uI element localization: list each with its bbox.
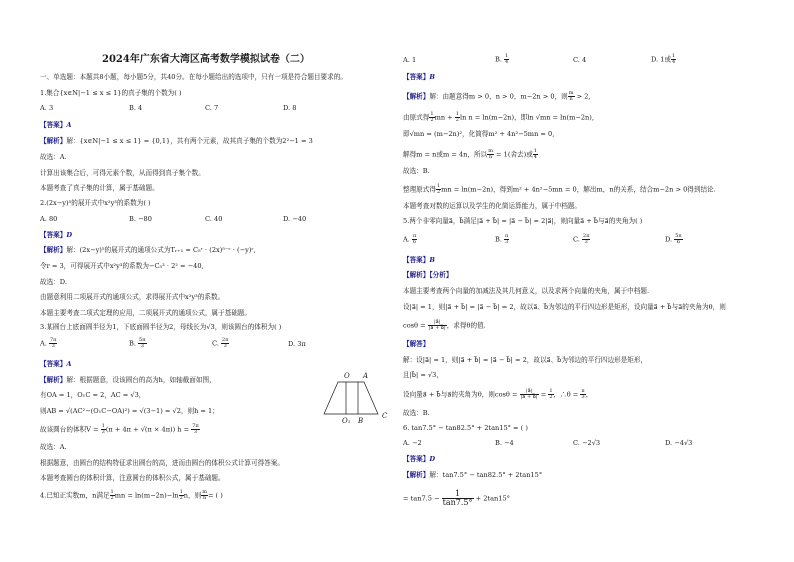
q4-option-d: D. 1或 $\frac{1}{4}$ bbox=[651, 53, 676, 65]
label-c: C bbox=[382, 412, 388, 420]
q6-analysis-2: = tan7.5 − $\frac{1}{\tan 7.5^\circ}$ + 2tan15° bbox=[403, 489, 510, 507]
q2-analysis-2: 令r = 3，可得展开式中x²y³的系数为−C₅³ · 2² = −40, bbox=[40, 262, 204, 270]
q4-analysis-7: 本题考查对数的运算以及学生的化简运算能力，属于中档题。 bbox=[403, 202, 582, 210]
q5-solution-3: 设向量a⃗ + b⃗与a⃗的夹角为θ，则cosθ = $\frac{|a⃗|}{|a⃗ + b⃗|}$ = $\frac{1}{2}$ ，∴θ = $\frac{\pi}{3}$ ， bbox=[403, 388, 593, 400]
section-heading: 一、单选题：本题共8小题，每小题5分，共40分。在每小题给出的选项中，只有一项是符合题目要求的。 bbox=[40, 73, 347, 81]
q4-option-a: A. 1 bbox=[403, 56, 417, 64]
q4-option-b: B. $\frac{1}{4}$ bbox=[495, 53, 509, 65]
q1-answer: 【答案】A bbox=[40, 121, 72, 129]
q2-option-b: B. −80 bbox=[129, 215, 152, 223]
q6-stem: 6. tan7.5° − tan82.5° + 2tan15° = ( ) bbox=[403, 424, 528, 432]
q1-analysis-3: 计算出该集合后，可得元素个数，从而得到真子集个数。 bbox=[40, 169, 205, 177]
paper-title: 2024年广东省大湾区高考数学模拟试卷（二） bbox=[102, 54, 310, 65]
q3-stem: 3.某圆台上底面圆半径为1，下底面圆半径为2，母线长为√3，则该圆台的体积为( ) bbox=[40, 323, 282, 331]
label-a: A bbox=[363, 372, 369, 380]
q2-analysis-3: 故选：D. bbox=[40, 278, 67, 286]
q3-analysis-5: 故选：A. bbox=[40, 443, 67, 451]
label-b: B bbox=[358, 417, 364, 425]
q5-solution-label: 【解答】 bbox=[403, 340, 430, 348]
q5-option-c: C. $\frac{2\pi}{3}$ bbox=[573, 233, 590, 245]
q2-answer: 【答案】D bbox=[40, 231, 73, 239]
q3-option-d: D. 3π bbox=[288, 340, 306, 348]
q1-option-a: A. 3 bbox=[40, 104, 54, 112]
label-o1: O₁ bbox=[342, 417, 351, 425]
q4-analysis-5: 故选：B. bbox=[403, 167, 430, 175]
q3-option-c: C. $\frac{2\pi}{3}$ bbox=[212, 337, 229, 349]
q2-analysis-1: 【解析】解：(2x−y)⁵的展开式的通项公式为Tᵣ₊₁ = C₅ʳ · (2x)⁵⁻ʳ · (−y)ʳ, bbox=[40, 246, 256, 254]
q1-option-b: B. 4 bbox=[129, 104, 143, 112]
frustum-outline bbox=[324, 382, 378, 414]
q4-analysis-3: 即√mn = (m−2n)²，化简得m² + 4n²−5mn = 0, bbox=[403, 130, 555, 138]
q2-stem: 2.(2x−y)⁵的展开式中x²y³的系数为( ) bbox=[40, 199, 151, 207]
q3-answer: 【答案】A bbox=[40, 360, 72, 368]
q5-solution-1: 解：设|a⃗| = 1，则|a⃗ + b⃗| = |a⃗ − b⃗| = 2，故以a⃗、b⃗为邻边的平行四边形是矩形， bbox=[403, 356, 648, 364]
q5-analysis-label: 【解析】【分析】 bbox=[403, 271, 453, 279]
q4-analysis-4: 解得m = n或m = 4n，所以 $\frac{m}{n}$ = 1(舍去)或 $\frac{1}{4}$ bbox=[403, 148, 537, 160]
q2-option-a: A. 80 bbox=[40, 215, 58, 223]
q5-stem: 5.两个非零向量a⃗，b⃗满足|a⃗ + b⃗| = |a⃗ − b⃗| = 2|a⃗|，则向量a⃗ + b⃗与a⃗的夹角为( ) bbox=[403, 217, 643, 225]
q3-analysis-7: 本题考查圆台的体积计算，注意圆台的体积公式，属于基础题。 bbox=[40, 474, 225, 482]
q3-analysis-2: 有OA = 1，O₁C = 2，AC = √3， bbox=[40, 391, 146, 399]
q1-option-c: C. 7 bbox=[205, 104, 219, 112]
q2-analysis-5: 本题主要考查二项式定理的应用，二项展开式的通项公式，属于基础题。 bbox=[40, 309, 251, 317]
q2-option-d: D. −40 bbox=[283, 215, 307, 223]
trapezoid bbox=[324, 382, 378, 414]
q3-analysis-4: 故该圆台的体积V = $\frac{1}{3}$ (π + 4π + √(π × 4π)) h = $\frac{7\pi}{3}$ bbox=[40, 423, 199, 435]
q1-analysis-4: 本题考查了真子集的计算，属于基础题。 bbox=[40, 184, 159, 192]
q4-analysis-6: 整理原式得 $\frac{1}{2}$ mn = ln(m−2n)，得到m² + 4n²−5mn = 0，解出m，n的关系，结合m−2n > 0得到结论. bbox=[403, 183, 716, 195]
left-column bbox=[40, 0, 390, 562]
q1-stem: 1.集合{x∈N|−1 ≤ x ≤ 1}的真子集的个数为( ) bbox=[40, 89, 182, 97]
q1-option-d: D. 8 bbox=[283, 104, 297, 112]
q4-analysis-1: 【解析】解：由题意得m > 0，n > 0，m−2n > 0，则 $\frac{m}{n}$ > 2, bbox=[403, 90, 591, 102]
q5-option-b: B. $\frac{\pi}{3}$ bbox=[495, 233, 509, 245]
q6-analysis-1: 【解析】解：tan7.5° − tan82.5° + 2tan15° bbox=[403, 471, 543, 479]
q3-option-b: B. $\frac{5\pi}{3}$ bbox=[129, 337, 146, 349]
q4-stem: 4.已知正实数m，n满足 $\frac{1}{2}$ mn = ln(m−2n)−ln $\frac{1}{2}$ n，则 $\frac{m}{n}$ = ( ) bbox=[40, 489, 223, 501]
q5-answer: 【答案】B bbox=[403, 256, 435, 264]
q4-option-c: C. 4 bbox=[573, 56, 587, 64]
q4-analysis-2: 由原式得 $\frac{1}{2}$ mn + $\frac{1}{2}$ ln n = ln(m−2n)，即ln √mn = ln(m−2n), bbox=[403, 111, 594, 123]
label-o: O bbox=[344, 372, 350, 380]
q2-option-c: C. 40 bbox=[205, 215, 223, 223]
q5-analysis-2: 设|a⃗| = 1，则|a⃗ + b⃗| = |a⃗ − b⃗| = 2，故以a⃗、b⃗为邻边的平行四边形是矩形，设向量a⃗ + b⃗与a⃗的夹角为θ，则 bbox=[403, 303, 726, 311]
q6-answer: 【答案】D bbox=[403, 455, 436, 463]
q5-solution-4: 故选：B. bbox=[403, 409, 430, 417]
q5-analysis-1: 本题主要考查两个向量的加减法及其几何意义，以及求两个向量的夹角，属于中档题. bbox=[403, 287, 650, 295]
q4-answer: 【答案】B bbox=[403, 73, 435, 81]
q1-analysis-1: 【解析】解：{x∈N|−1 ≤ x ≤ 1} = {0,1}，共有两个元素，故其真子集的个数为2²−1 = 3 bbox=[40, 137, 313, 145]
q3-analysis-3: 则AB = √(AC²−(O₁C−OA)²) = √(3−1) = √2，则h = 1； bbox=[40, 407, 219, 415]
q5-analysis-3: cosθ = $\frac{|a⃗|}{|a⃗ + b⃗|}$ ，求得θ的值. bbox=[403, 319, 486, 331]
q2-analysis-4: 由题意利用二项展开式的通项公式，求得展开式中x²y³的系数。 bbox=[40, 293, 225, 301]
q6-option-a: A. −2 bbox=[403, 439, 422, 447]
right-column bbox=[403, 0, 763, 562]
q3-option-a: A. $\frac{7\pi}{3}$ bbox=[40, 337, 57, 349]
q5-option-a: A. $\frac{\pi}{6}$ bbox=[403, 233, 417, 245]
q5-solution-2: 且|b⃗| = √3， bbox=[403, 371, 443, 379]
q3-analysis-6: 根据题意，由圆台的结构特征求出圆台的高，进而由圆台的体积公式计算可得答案。 bbox=[40, 459, 284, 467]
q1-analysis-2: 故选：A. bbox=[40, 153, 67, 161]
frustum-cross-section-figure bbox=[316, 368, 396, 428]
q5-option-d: D. $\frac{5\pi}{6}$ bbox=[665, 233, 682, 245]
q3-analysis-1: 【解析】解：根据题意，设该圆台的高为h，如轴截面如图， bbox=[40, 376, 216, 384]
q6-option-c: C. −2√3 bbox=[573, 439, 601, 447]
q6-option-b: B. −4 bbox=[495, 439, 514, 447]
q6-option-d: D. −4√3 bbox=[665, 439, 693, 447]
